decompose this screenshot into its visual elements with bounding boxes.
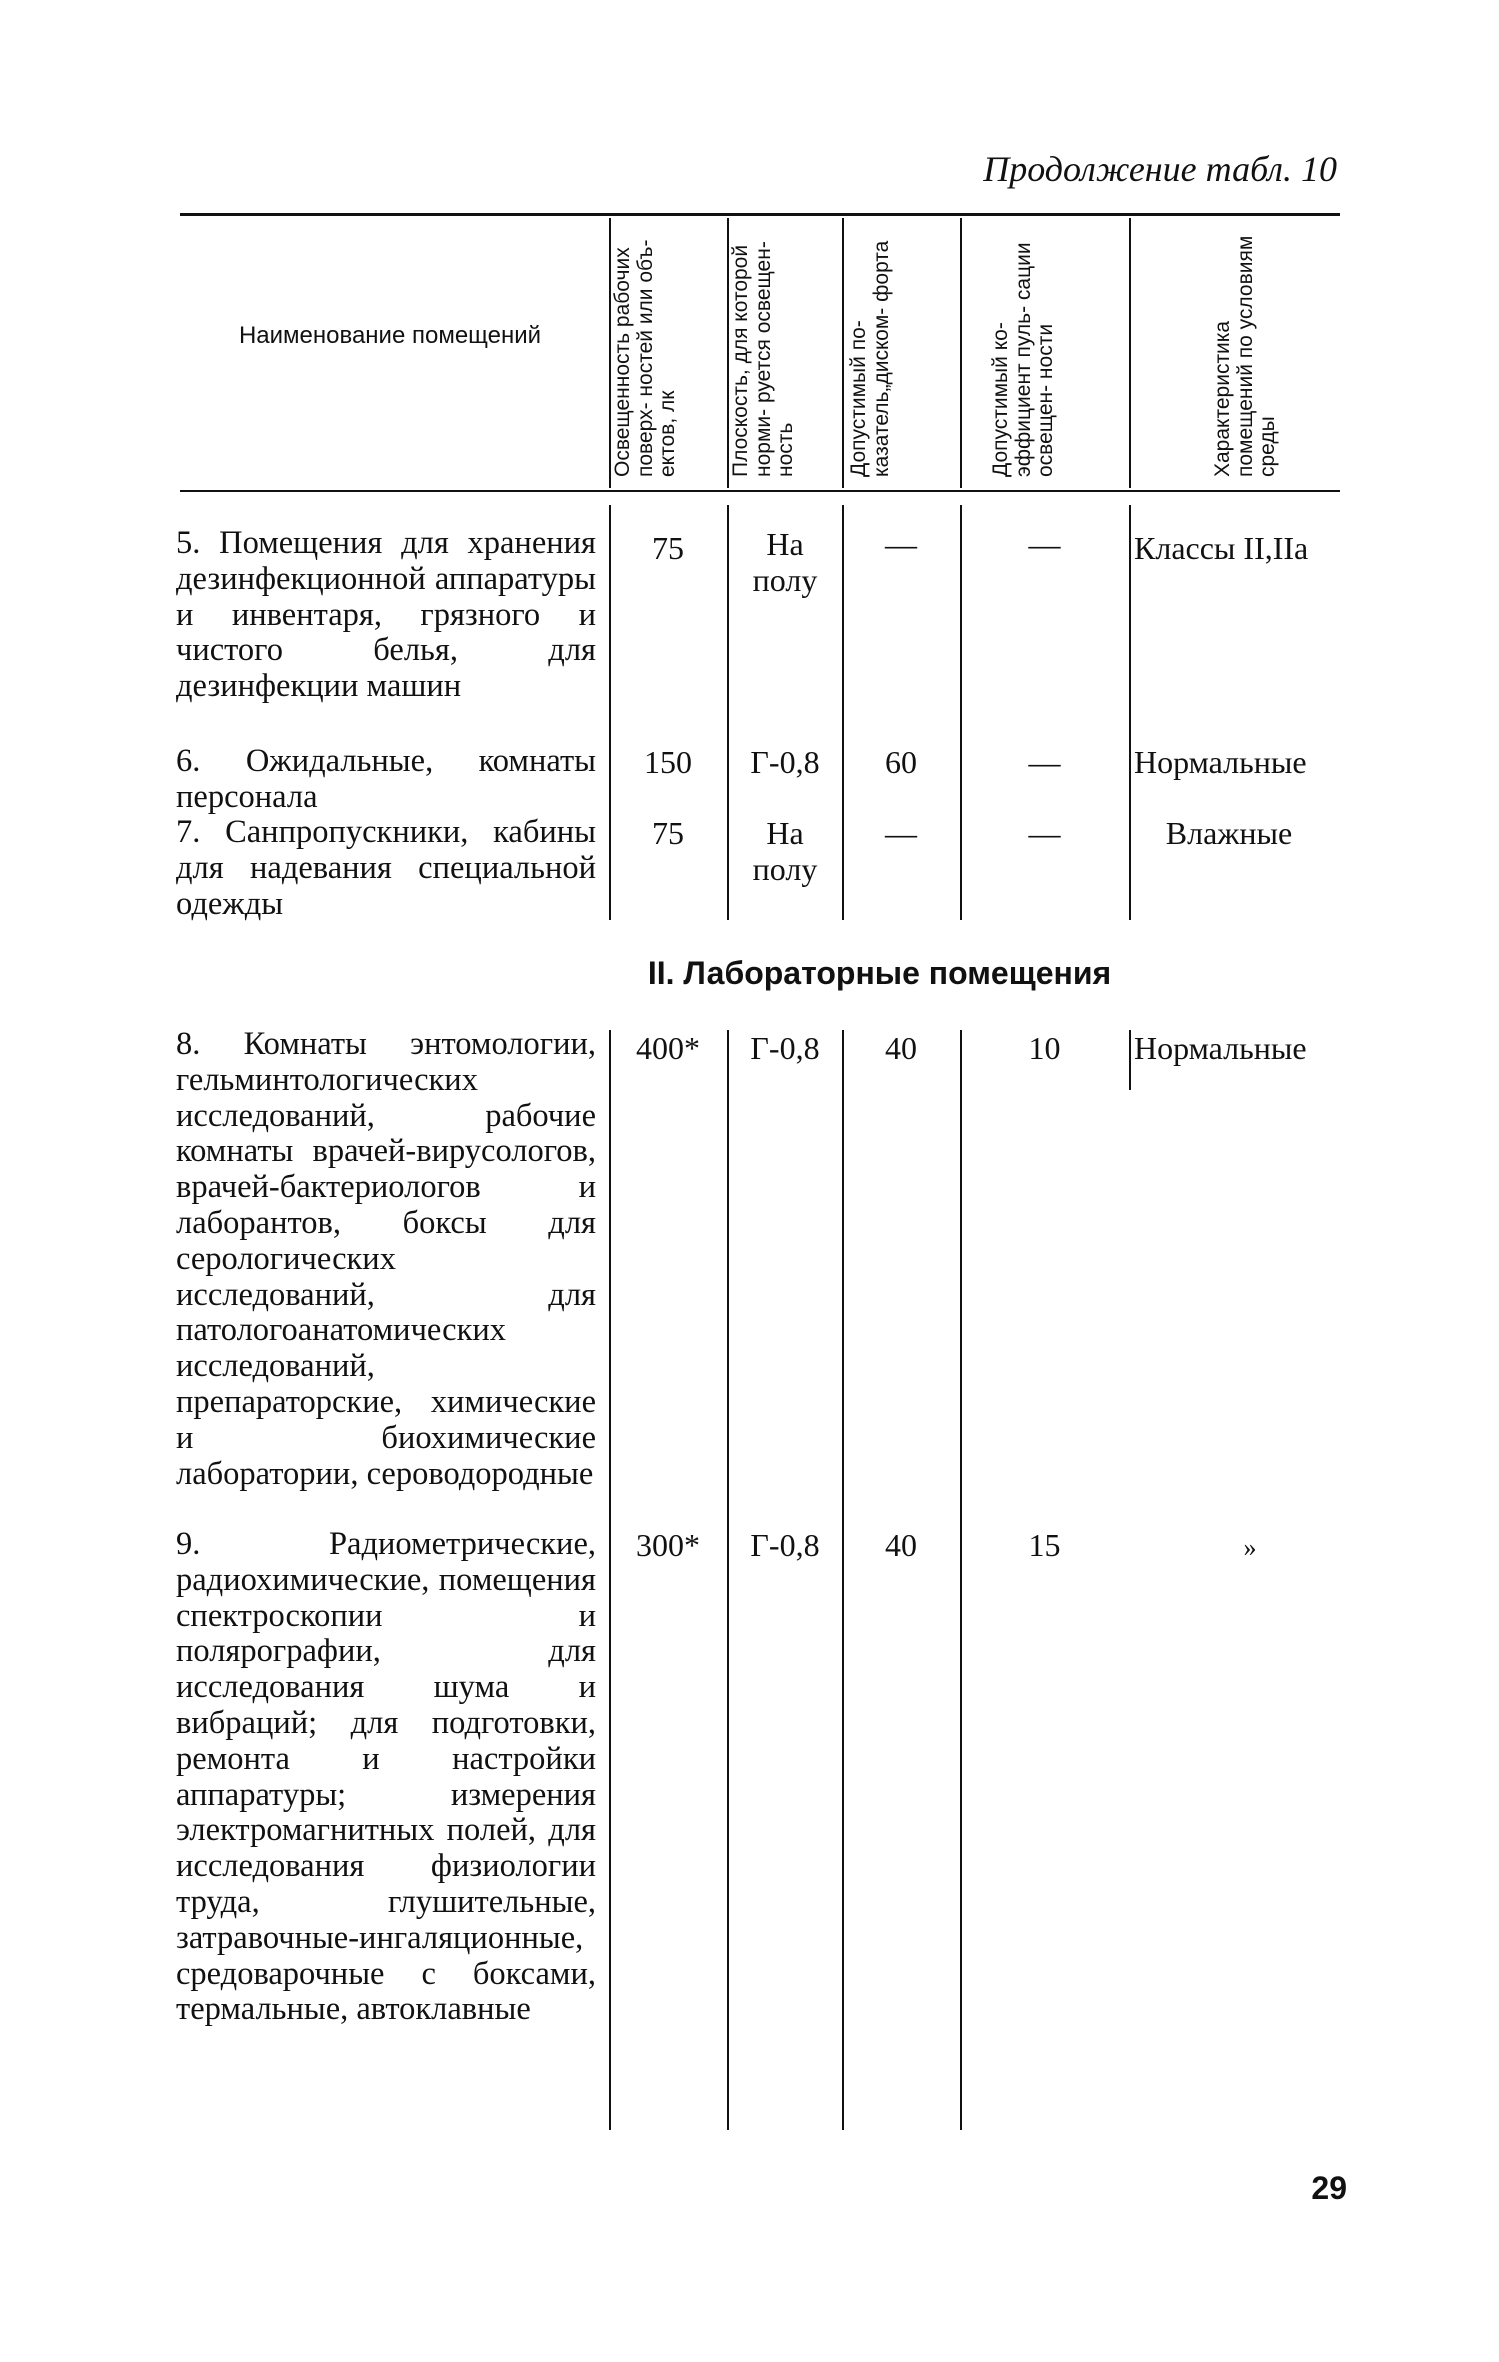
row-5-pulsation: — <box>1028 526 1061 562</box>
header-illuminance-text: Освещенность рабочих поверх- ностей или объ- ектов, лк <box>611 239 679 477</box>
col-divider-2-body1 <box>727 505 729 920</box>
row-8-environment: Нормальные <box>1134 1030 1307 1066</box>
row-8-illuminance: 400* <box>636 1030 700 1066</box>
header-plane <box>730 222 840 477</box>
row-7-illuminance: 75 <box>652 815 684 851</box>
col-divider-3-body2 <box>842 1030 844 2130</box>
header-pulsation <box>990 222 1100 477</box>
row-6-plane: Г-0,8 <box>750 744 820 780</box>
header-room-name: Наименование помещений <box>238 322 542 349</box>
row-7-pulsation: — <box>1028 815 1061 851</box>
col-divider-4-body2 <box>960 1030 962 2130</box>
row-8-plane: Г-0,8 <box>750 1030 820 1066</box>
row-9-plane: Г-0,8 <box>750 1527 820 1563</box>
page-number: 29 <box>1311 2170 1347 2206</box>
row-9-pulsation: 15 <box>1028 1527 1061 1563</box>
header-discomfort-text: Допустимый по- казатель„дискoм- форта <box>847 240 893 477</box>
row-6-discomfort: 60 <box>885 744 917 780</box>
row-5-name: 5. Помещения для хранения дезинфекционной аппаратуры и инвентаря, грязного и чистого белья, для дезинфекции машин <box>176 525 596 705</box>
row-8-pulsation: 10 <box>1028 1030 1061 1066</box>
row-6-illuminance: 150 <box>644 744 692 780</box>
row-7-environment: Влажные <box>1165 815 1293 851</box>
row-9-environment: » <box>1243 1533 1257 1562</box>
col-divider-2-body2 <box>727 1030 729 2130</box>
row-8-discomfort: 40 <box>885 1030 917 1066</box>
row-7-plane: На полу <box>752 815 818 887</box>
col-divider-5 <box>1129 218 1131 488</box>
row-6-pulsation: — <box>1028 744 1061 780</box>
section-title: II. Лабораторные помещения <box>647 955 1112 991</box>
row-7-discomfort: — <box>885 815 917 851</box>
row-9-name: 9. Радиометрические, радиохимические, помещения спектроскопии и полярографии, для исследования шума и вибраций; для подготовки, ремонта и настройки аппаратуры; измерения электромагнитных полей, для исследования физиологии труда, глушительные, затравочные-ингаляционные, средоварочные с боксами, термальные, автоклавные <box>176 1526 596 2028</box>
table-top-rule <box>180 213 1340 216</box>
row-5-plane: На полу <box>752 526 818 598</box>
row-9-discomfort: 40 <box>885 1527 917 1563</box>
header-pulsation-text: Допустимый ко- эффициент пуль- сации освещен- ности <box>989 242 1057 477</box>
row-5-environment: Классы II,IIа <box>1134 530 1309 566</box>
col-divider-3 <box>842 218 844 488</box>
header-environment <box>1212 222 1322 477</box>
col-divider-1-body2 <box>609 1030 611 2130</box>
header-environment-text: Характеристика помещений по условиям среды <box>1211 235 1279 477</box>
row-8-name: 8. Комнаты энтомологии, гельминтологических исследований, рабочие комнаты врачей-вирусологов, врачей-бактериологов и лаборантов, боксы для серологических исследований, для патологоанатомических исследований, препараторские, химические и биохимические лаборатории, сероводородные <box>176 1026 596 1492</box>
col-divider-3-body1 <box>842 505 844 920</box>
row-5-discomfort: — <box>885 526 917 562</box>
col-divider-5-body2 <box>1129 1030 1131 1090</box>
table-caption: Продолжение табл. 10 <box>983 149 1337 189</box>
col-divider-5-body1 <box>1129 505 1131 920</box>
col-divider-1-body1 <box>609 505 611 920</box>
row-9-illuminance: 300* <box>636 1527 700 1563</box>
row-6-environment: Нормальные <box>1134 744 1307 780</box>
header-bottom-rule <box>180 490 1340 492</box>
header-illuminance <box>612 222 722 477</box>
col-divider-4-body1 <box>960 505 962 920</box>
row-6-name: 6. Ожидальные, комнаты персонала <box>176 743 596 815</box>
header-plane-text: Плоскость, для которой норми- руется освещен- ность <box>729 241 797 477</box>
col-divider-4 <box>960 218 962 488</box>
header-discomfort <box>848 222 958 477</box>
row-7-name: 7. Санпропускники, кабины для надевания специальной одежды <box>176 814 596 922</box>
row-5-illuminance: 75 <box>652 530 684 566</box>
